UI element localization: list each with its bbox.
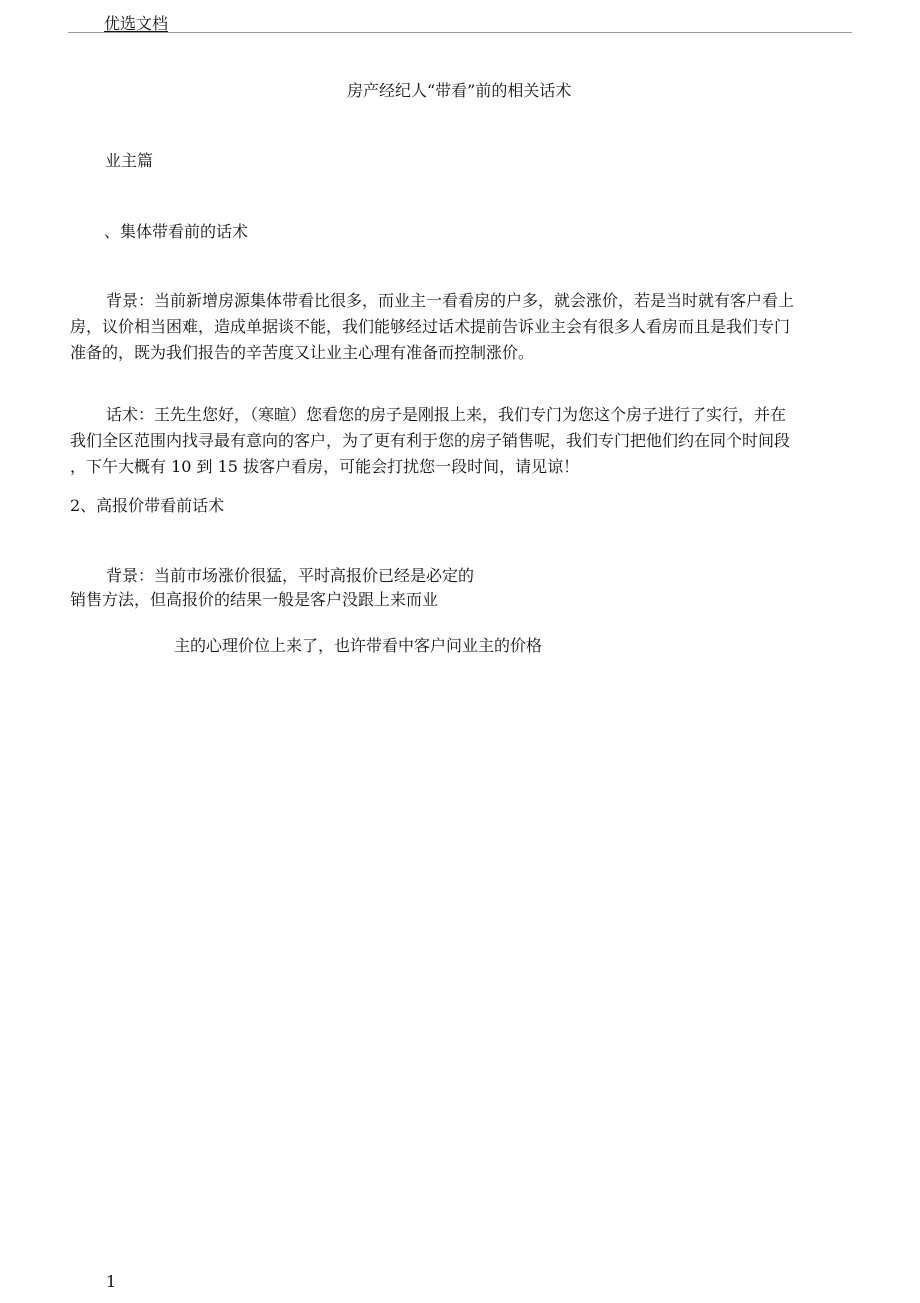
header-divider	[68, 32, 852, 33]
section2-background-line-1: 背景：当前市场涨价很猛，平时高报价已经是必定的	[106, 566, 475, 585]
paragraph-line: 我们全区范围内找寻最有意向的客户，为了更有利于您的房子销售呢，我们专门把他们约在同个时间段	[70, 431, 791, 450]
paragraph-line: ，下午大概有 10 到 15 拔客户看房，可能会打扰您一段时间，请见谅！	[70, 457, 580, 476]
paragraph-line: 房，议价相当困难，造成单据谈不能，我们能够经过话术提前告诉业主会有很多人看房而且是我们专门	[70, 317, 791, 336]
paragraph-line: 背景：当前新增房源集体带看比很多，而业主一看看房的户多，就会涨价，若是当时就有客户看上	[106, 291, 795, 310]
section1-script-paragraph	[70, 402, 860, 480]
section1-background-paragraph	[70, 288, 860, 366]
section2-background-line-2: 销售方法，但高报价的结果一般是客户没跟上来而业	[70, 590, 439, 609]
section2-heading: 2、高报价带看前话术	[70, 496, 225, 515]
part-heading: 业主篇	[105, 151, 154, 170]
section2-background-line-3: 主的心理价位上来了，也许带看中客户问业主的价格	[174, 636, 543, 655]
document-title: 房产经纪人“带看”前的相关话术	[347, 81, 572, 100]
paragraph-line: 准备的，既为我们报告的辛苦度又让业主心理有准备而控制涨价。	[70, 343, 535, 362]
page-number: 1	[106, 1272, 117, 1291]
paragraph-line: 话术：王先生您好，（寒暄）您看您的房子是刚报上来，我们专门为您这个房子进行了实行，并在	[106, 405, 787, 424]
section1-heading: 、集体带看前的话术	[104, 222, 249, 241]
header-label: 优选文档	[104, 14, 169, 33]
